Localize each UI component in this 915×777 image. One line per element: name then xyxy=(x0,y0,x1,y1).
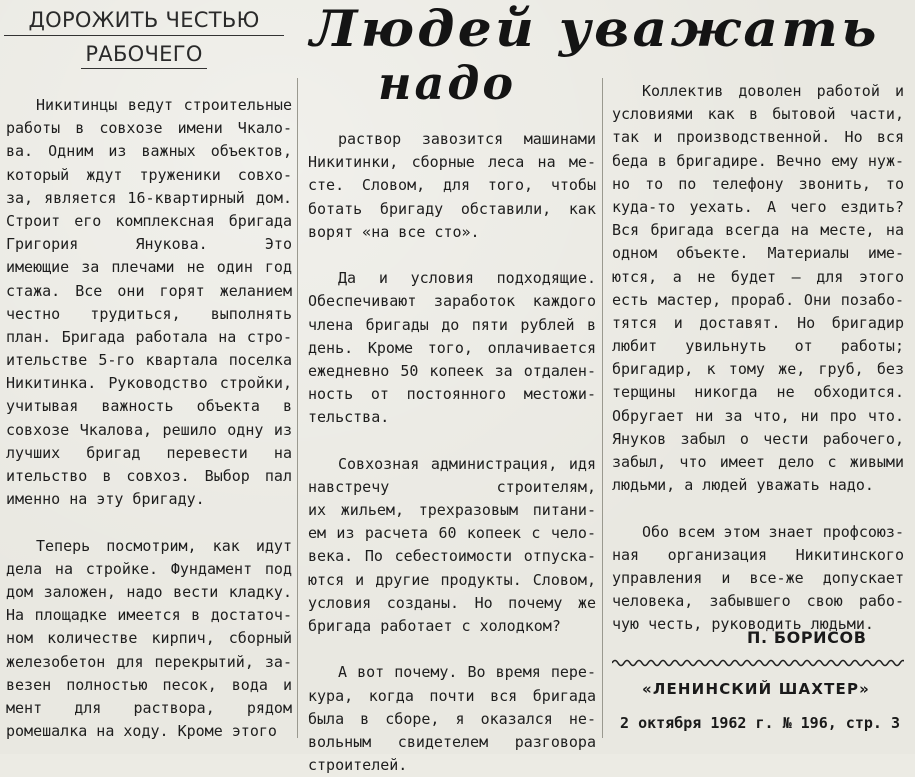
text-line: ются и другие продукты. Словом, xyxy=(308,570,596,589)
text-line: Обо всем этом знает профсоюз- xyxy=(642,522,904,541)
text-line: ем из расчета 60 копеек с чело- xyxy=(308,524,596,543)
text-line: Януков забыл о чести рабочего, xyxy=(612,429,904,448)
article-column-3 xyxy=(612,80,904,637)
text-line: совхозе Чкалова, решило одну из xyxy=(6,420,292,439)
text-line: дела на стройке. Фундамент под xyxy=(6,559,292,578)
text-line: управления и все-же допускает xyxy=(612,568,904,587)
author-signature: П. БОРИСОВ xyxy=(747,628,867,647)
text-line: На площадке имеется в достаточ- xyxy=(6,606,292,625)
text-line: А вот почему. Во время пере- xyxy=(338,663,596,682)
text-line: забыл, что имеет дело с живыми xyxy=(612,453,904,471)
text-line: Теперь посмотрим, как идут xyxy=(36,536,292,555)
headline-line-2: надо xyxy=(378,56,517,110)
text-line: сте. Словом, для того, чтобы xyxy=(308,176,596,195)
text-line: чую честь, руководить людьми. xyxy=(612,615,874,634)
text-line: но то по телефону звонить, то xyxy=(612,174,904,193)
text-line xyxy=(308,244,596,267)
text-line: века. По себестоимости отпуска- xyxy=(308,547,596,566)
text-line: железобетон для перекрытий, за- xyxy=(6,652,292,671)
text-line: бригада работает с холодком? xyxy=(308,616,561,635)
text-line: день. Кроме того, оплачивается xyxy=(308,338,596,357)
text-line: куда-то уехать. А чего ездить? xyxy=(612,197,904,216)
text-line: ная организация Никитинского xyxy=(612,545,904,564)
text-line: тятся и доставят. Но бригадир xyxy=(612,313,904,332)
text-line: условия созданы. Но почему же xyxy=(308,593,596,612)
text-line: план. Бригада работала на стро- xyxy=(6,327,292,346)
text-line: условиями как в бытовой части, xyxy=(612,105,904,124)
text-line: терщины никогда не обходится. xyxy=(612,383,904,402)
newspaper-name: «ЛЕНИНСКИЙ ШАХТЕР» xyxy=(641,680,871,698)
text-line: Обеспечивают заработок каждого xyxy=(308,292,596,311)
text-line: Григория Янукова. Это xyxy=(6,235,292,254)
text-line: раствор завозится машинами xyxy=(338,130,596,148)
text-line: мент для раствора, рядом xyxy=(6,698,292,717)
text-line: есть мастер, прораб. Они позабо- xyxy=(612,290,904,309)
headline-line-1: Людей уважать xyxy=(310,0,880,58)
text-line: Никитинка. Руководство стройки, xyxy=(6,374,292,393)
text-line: который ждут труженики совхо- xyxy=(6,165,292,184)
article-column-2 xyxy=(308,128,596,777)
issue-date: 2 октября 1962 г. № 196, стр. 3 xyxy=(620,714,900,732)
rubric-line-1: ДОРОЖИТЬ ЧЕСТЬЮ xyxy=(4,10,284,36)
text-line: навстречу строителям, xyxy=(308,477,596,496)
text-line: имеющие за плечами не один год xyxy=(6,258,292,277)
text-line: Строит его комплексная бригада xyxy=(6,211,292,230)
text-line: Никитинцы ведут строительные xyxy=(36,96,292,114)
column-divider-left xyxy=(297,78,298,738)
text-line: работы в совхозе имени Чкало- xyxy=(6,119,292,138)
column-divider-right xyxy=(602,78,603,738)
text-line: стажа. Все они горят желанием xyxy=(6,281,292,300)
text-line: их жильем, трехразовым питани- xyxy=(308,501,596,519)
text-line: так и производственной. Но вся xyxy=(612,128,904,147)
text-line: человека, забывшего свою рабо- xyxy=(612,592,904,611)
text-line xyxy=(308,638,596,661)
text-line: именно на эту бригаду. xyxy=(6,490,205,509)
text-line: ворят «на все сто». xyxy=(308,222,480,241)
text-line: члена бригады до пяти рублей в xyxy=(308,315,596,334)
text-line: ботать бригаду обставили, как xyxy=(308,199,596,218)
text-line: вольным свидетелем разговора xyxy=(308,732,596,751)
article-column-1 xyxy=(6,94,292,743)
text-line: беда в бригадире. Вечно ему нуж- xyxy=(612,151,904,170)
text-line xyxy=(612,497,904,520)
text-line: людьми, а людей уважать надо. xyxy=(612,476,874,495)
text-line: за, является 16-квартирный дом. xyxy=(6,188,292,207)
text-line: везен полностью песок, вода и xyxy=(6,675,292,694)
rubric-heading xyxy=(4,10,284,69)
text-line: любит увильнуть от работы; xyxy=(612,337,904,356)
text-line: ительство в совхоз. Выбор пал xyxy=(6,467,292,485)
text-line: лучших бригад перевести на xyxy=(6,443,292,462)
text-line: Обругает ни за что, ни про что. xyxy=(612,406,904,425)
wavy-divider xyxy=(612,657,904,669)
text-line xyxy=(308,429,596,452)
text-line: строителей. xyxy=(308,756,408,775)
text-line: Да и условия подходящие. xyxy=(338,269,596,288)
text-line: дом заложен, надо вести кладку. xyxy=(6,582,292,601)
text-line: бригадир, к тому же, груб, без xyxy=(612,360,904,379)
text-line xyxy=(6,511,292,534)
text-line: Никитинки, сборные леса на ме- xyxy=(308,153,596,172)
text-line: Вся бригада всегда на месте, на xyxy=(612,221,904,240)
text-line: учитывая важность объекта в xyxy=(6,397,292,416)
text-line: Коллектив доволен работой и xyxy=(642,82,904,100)
text-line: Совхозная администрация, идя xyxy=(338,454,596,473)
text-line: ность от постоянного местожи- xyxy=(308,385,596,404)
text-line: ном количестве кирпич, сборный xyxy=(6,629,292,648)
text-line: ются, а не будет — для этого xyxy=(612,267,904,286)
text-line: ва. Одним из важных объектов, xyxy=(6,142,292,161)
text-line: была в сборе, я оказался не- xyxy=(308,709,596,728)
text-line: кура, когда почти вся бригада xyxy=(308,686,596,705)
text-line: ежедневно 50 копеек за отдален- xyxy=(308,361,596,380)
text-line: ительстве 5-го квартала поселка xyxy=(6,351,292,370)
text-line: честно трудиться, выполнять xyxy=(6,304,292,323)
text-line: ромешалка на ходу. Кроме этого xyxy=(6,722,277,741)
rubric-line-2: РАБОЧЕГО xyxy=(81,44,206,69)
text-line: тельства. xyxy=(308,408,390,427)
text-line: одном объекте. Материалы име- xyxy=(612,244,904,263)
